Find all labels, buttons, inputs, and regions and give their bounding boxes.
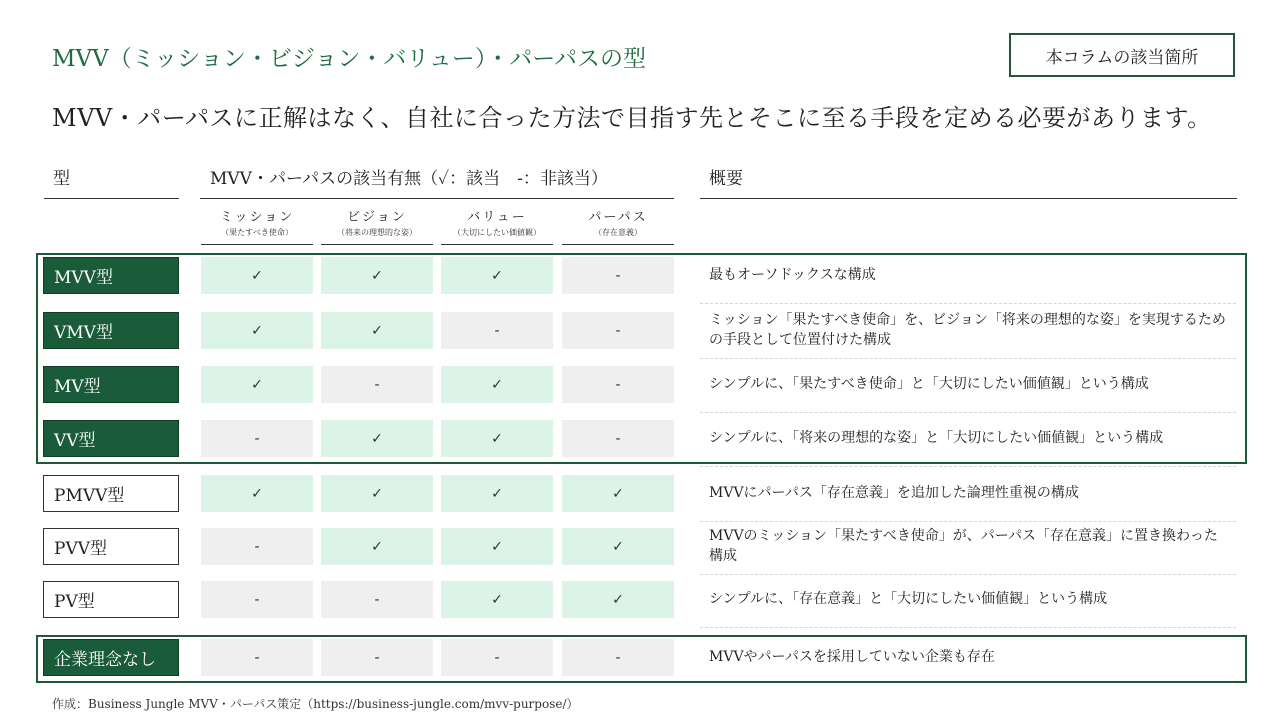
applicable-cell: ✓ [201, 475, 313, 512]
applicable-cell: ✓ [201, 257, 313, 294]
subheader-rule [321, 244, 433, 245]
source-credit: 作成：Business Jungle MVV・パーパス策定（https://business-jungle.com/mvv-purpose/） [52, 697, 579, 711]
type-summary: ミッション「果たすべき使命」を、ビジョン「将来の理想的な姿」を実現するための手段として位置付けた構成 [709, 312, 1226, 348]
not-applicable-cell: - [441, 639, 553, 676]
not-applicable-cell: - [201, 420, 313, 457]
applicable-cell: ✓ [201, 366, 313, 403]
applicable-cell: ✓ [321, 420, 433, 457]
applicable-cell: ✓ [201, 312, 313, 349]
section-tag: 本コラムの該当箇所 [1009, 33, 1235, 77]
column-label: パーパス [588, 210, 648, 225]
type-summary: MVVにパーパス「存在意義」を追加した論理性重視の構成 [709, 485, 1079, 501]
applicable-cell: ✓ [441, 581, 553, 618]
column-header-mission [201, 206, 313, 238]
applicable-cell: ✓ [321, 475, 433, 512]
type-label: PMVV型 [43, 475, 179, 512]
header-applicability: MVV・パーパスの該当有無（✓：該当 -：非該当） [210, 169, 608, 189]
applicable-cell: ✓ [562, 528, 674, 565]
subheader-rule [201, 244, 313, 245]
type-summary: 最もオーソドックスな構成 [709, 267, 876, 283]
column-sublabel: （将来の理想的な姿） [337, 228, 417, 237]
header-type: 型 [53, 169, 70, 189]
column-header-value [441, 206, 553, 238]
type-label: MVV型 [43, 257, 179, 294]
not-applicable-cell: - [201, 639, 313, 676]
applicable-cell: ✓ [441, 366, 553, 403]
type-label: MV型 [43, 366, 179, 403]
lead-text: MVV・パーパスに正解はなく、自社に合った方法で目指す先とそこに至る手段を定める必要があります。 [52, 104, 1212, 132]
applicable-cell: ✓ [562, 581, 674, 618]
applicable-cell: ✓ [321, 312, 433, 349]
column-sublabel: （存在意義） [594, 228, 642, 237]
column-sublabel: （果たすべき使命） [221, 228, 293, 237]
column-label: ミッション [219, 210, 295, 225]
header-summary: 概要 [709, 169, 743, 189]
subheader-rule [562, 244, 674, 245]
type-summary: シンプルに、「果たすべき使命」と「大切にしたい価値観」という構成 [709, 376, 1149, 392]
column-label: バリュー [467, 210, 527, 225]
not-applicable-cell: - [201, 528, 313, 565]
header-rule-summary [700, 198, 1237, 199]
applicable-cell: ✓ [321, 528, 433, 565]
column-sublabel: （大切にしたい価値観） [453, 228, 541, 237]
not-applicable-cell: - [562, 366, 674, 403]
header-rule-type [44, 198, 179, 199]
not-applicable-cell: - [201, 581, 313, 618]
row-separator [700, 627, 1236, 628]
page-title: MVV（ミッション・ビジョン・バリュー）・パーパスの型 [52, 46, 647, 72]
type-summary: MVVのミッション「果たすべき使命」が、パーパス「存在意義」に置き換わった構成 [709, 528, 1218, 564]
applicable-cell: ✓ [441, 257, 553, 294]
type-label: VV型 [43, 420, 179, 457]
not-applicable-cell: - [562, 420, 674, 457]
type-summary: シンプルに、「存在意義」と「大切にしたい価値観」という構成 [709, 591, 1108, 607]
type-summary: MVVやパーパスを採用していない企業も存在 [709, 649, 995, 665]
header-rule-applicability [200, 198, 674, 199]
applicable-cell: ✓ [441, 475, 553, 512]
applicable-cell: ✓ [562, 475, 674, 512]
type-label: 企業理念なし [43, 639, 179, 676]
not-applicable-cell: - [562, 312, 674, 349]
not-applicable-cell: - [562, 639, 674, 676]
not-applicable-cell: - [321, 639, 433, 676]
type-label: PVV型 [43, 528, 179, 565]
applicable-cell: ✓ [441, 420, 553, 457]
type-label: PV型 [43, 581, 179, 618]
not-applicable-cell: - [321, 581, 433, 618]
not-applicable-cell: - [562, 257, 674, 294]
not-applicable-cell: - [441, 312, 553, 349]
column-label: ビジョン [347, 210, 407, 225]
type-label: VMV型 [43, 312, 179, 349]
not-applicable-cell: - [321, 366, 433, 403]
column-header-vision [321, 206, 433, 238]
type-summary: シンプルに、「将来の理想的な姿」と「大切にしたい価値観」という構成 [709, 430, 1164, 446]
applicable-cell: ✓ [441, 528, 553, 565]
column-header-purpose [562, 206, 674, 238]
applicable-cell: ✓ [321, 257, 433, 294]
subheader-rule [441, 244, 553, 245]
